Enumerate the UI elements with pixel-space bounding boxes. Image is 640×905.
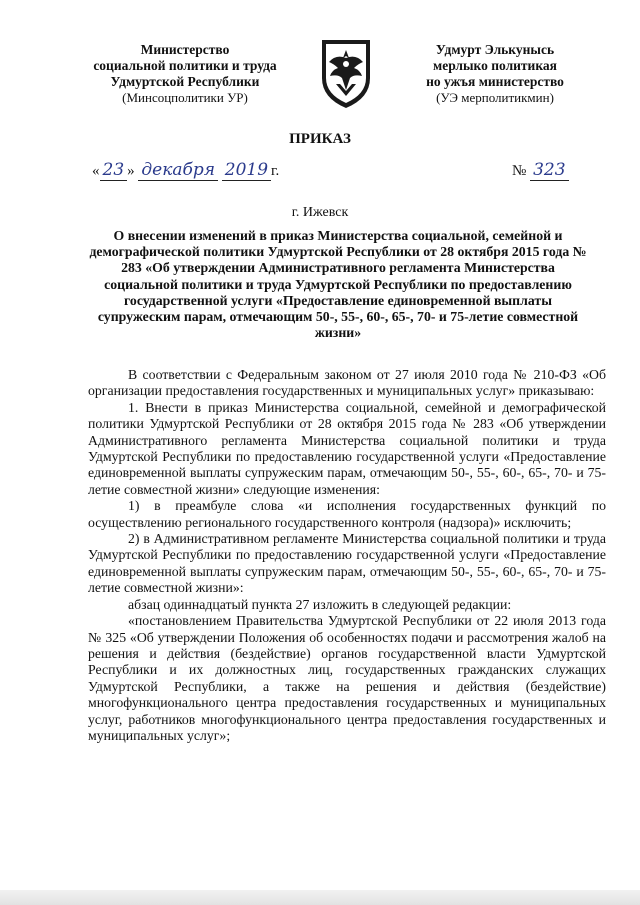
date-suffix: г. <box>271 163 280 179</box>
scan-bottom-edge <box>0 890 640 905</box>
paragraph-subitem-2: 2) в Административном регламенте Министерства социальной политики и труда Удмуртской Республики по предоставлению государственной услуги «Предоставление единовременной выплаты супружеским парам, отмечающим 50-, 55-, 60-, 65-, 70- и 75-летие совместной жизни»: <box>88 531 606 596</box>
ministry-header-udmurt <box>380 42 610 106</box>
ministry-name-udm-line-1: Удмурт Элькунысь <box>435 42 555 57</box>
order-body <box>88 367 606 744</box>
document-type-title: ПРИКАЗ <box>289 131 351 147</box>
ministry-name-udm-line-2: мерлыко политикая <box>433 58 557 73</box>
ministry-name-line-3: Удмуртской Республики <box>110 74 260 89</box>
ministry-abbreviation-udm: (УЭ мерполитикмин) <box>436 90 554 105</box>
ministry-name-udm-line-3: но ужъя министерство <box>426 74 564 89</box>
order-number <box>512 160 569 180</box>
paragraph-preamble: В соответствии с Федеральным законом от 27 июля 2010 года № 210-ФЗ «Об организации предоставления государственных и муниципальных услуг» приказываю: <box>88 367 606 399</box>
number-value: 323 <box>530 160 568 181</box>
ministry-name-line-2: социальной политики и труда <box>93 58 277 73</box>
order-subject: О внесении изменений в приказ Министерства социальной, семейной и демографической политики Удмуртской Республики от 28 октября 2015 года № 283 «Об утверждении Административного регламента Министерства социальной политики и труда Удмуртской Республики по предоставлению государственной услуги «Предоставление единовременной выплаты супружеским парам, отмечающим 50-, 55-, 60-, 65-, 70- и 75-летие совместной жизни» <box>89 228 587 341</box>
date-year: 2019 <box>222 160 271 181</box>
paragraph-subitem-1: 1) в преамбуле слова «и исполнения государственных функций по осуществлению регионального государственного контроля (надзора)» исключить; <box>88 498 606 530</box>
date-day: 23 <box>100 160 128 181</box>
date-open-quote: « <box>92 163 100 179</box>
date-close-quote: » <box>127 163 135 179</box>
ministry-abbreviation: (Минсоцполитики УР) <box>122 90 248 105</box>
paragraph-item-1: 1. Внести в приказ Министерства социальной, семейной и демографической политики Удмуртской Республики от 28 октября 2015 года № 283 «Об утверждении Административного регламента Министерства социальной политики и труда Удмуртской Республики по предоставлению государственной услуги «Предоставление единовременной выплаты супружеским парам, отмечающим 50-, 55-, 60-, 65-, 70- и 75-летие совместной жизни» следующие изменения: <box>88 399 606 497</box>
ministry-name-line-1: Министерство <box>140 42 230 57</box>
order-date <box>92 160 279 180</box>
date-month: декабря <box>138 160 218 181</box>
paragraph-clause-27: абзац одиннадцатый пункта 27 изложить в следующей редакции: <box>128 596 512 612</box>
number-label: № <box>512 163 527 179</box>
issue-city: г. Ижевск <box>291 205 349 220</box>
ministry-header-russian <box>70 42 300 106</box>
paragraph-new-text: «постановлением Правительства Удмуртской Республики от 22 июля 2013 года № 325 «Об утверждении Положения об особенностях подачи и рассмотрения жалоб на решения и действия (бездействие) органов государственной власти Удмуртской Республики и их должностных лиц, государственных гражданских служащих Удмуртской Республики, а также на решения и действия (бездействие) многофункционального центра предоставления государственных и муниципальных услуг, работников многофункционального центра предоставления государственных и муниципальных услуг»; <box>88 613 606 743</box>
udmurt-coat-of-arms-icon <box>318 34 374 110</box>
